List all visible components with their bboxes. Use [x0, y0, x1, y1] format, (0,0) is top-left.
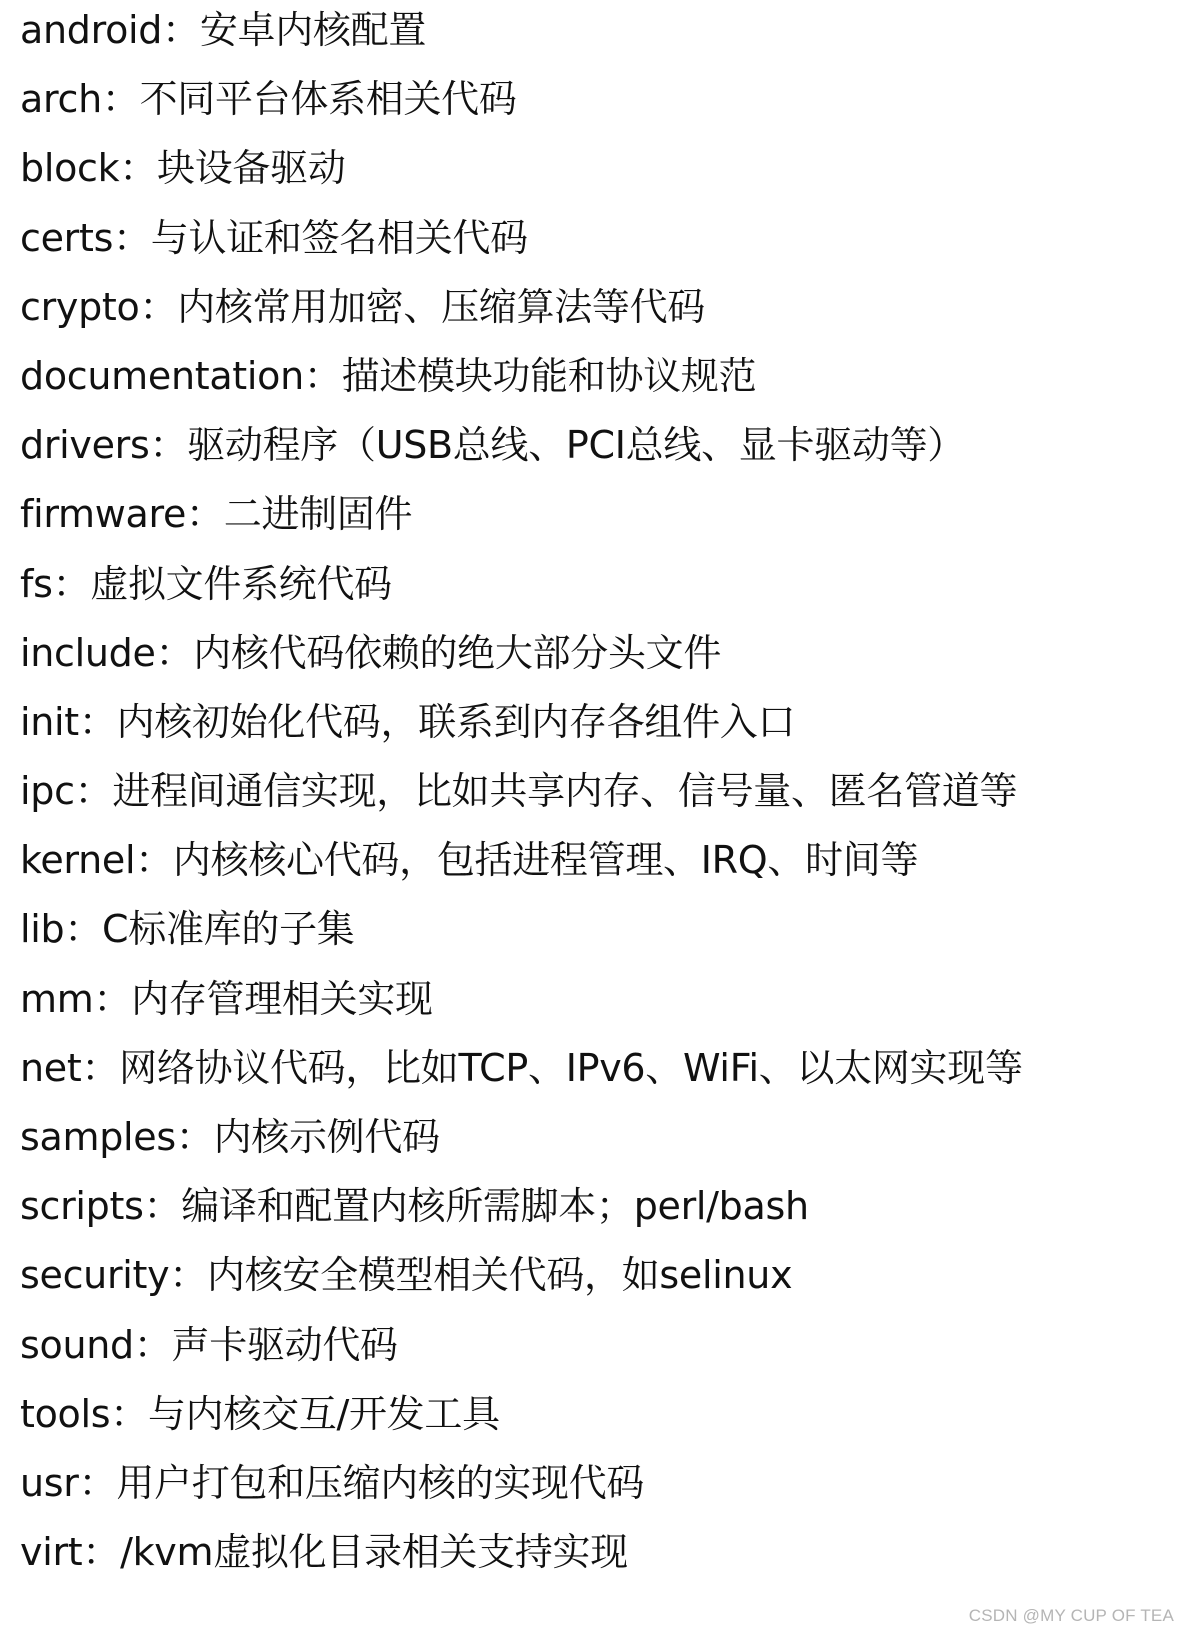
dir-description: 内核代码依赖的绝大部分头文件 — [193, 630, 722, 675]
list-item — [20, 488, 1180, 557]
dir-name: fs — [20, 561, 53, 606]
list-item — [20, 281, 1180, 350]
separator: ： — [110, 1391, 148, 1436]
dir-name: init — [20, 699, 79, 744]
list-item — [20, 1249, 1180, 1318]
dir-name: lib — [20, 907, 65, 952]
dir-name: kernel — [20, 838, 136, 883]
dir-name: virt — [20, 1530, 83, 1575]
dir-description: 用户打包和压缩内核的实现代码 — [116, 1460, 645, 1505]
dir-description: 驱动程序（USB总线、PCI总线、显卡驱动等） — [187, 423, 965, 468]
list-item — [20, 1180, 1180, 1249]
separator: ： — [101, 77, 140, 122]
separator: ： — [186, 492, 224, 537]
list-item — [20, 1457, 1180, 1526]
list-item — [20, 4, 1180, 73]
separator: ： — [135, 838, 173, 883]
list-item — [20, 419, 1180, 488]
dir-name: block — [20, 146, 120, 191]
dir-description: 内核安全模型相关代码，如selinux — [207, 1253, 793, 1298]
list-item — [20, 1388, 1180, 1457]
separator: ： — [133, 1322, 172, 1367]
list-item — [20, 903, 1180, 972]
dir-name: certs — [20, 215, 114, 260]
dir-description: 与认证和签名相关代码 — [150, 215, 528, 260]
dir-name: firmware — [20, 492, 187, 537]
separator: ： — [74, 769, 113, 814]
list-item — [20, 973, 1180, 1042]
dir-description: C标准库的子集 — [102, 907, 355, 952]
dir-name: crypto — [20, 284, 140, 329]
dir-description: 内核常用加密、压缩算法等代码 — [177, 284, 705, 329]
separator: ： — [113, 215, 151, 260]
list-item — [20, 350, 1180, 419]
list-item — [20, 1526, 1180, 1595]
dir-name: sound — [20, 1322, 134, 1367]
list-item — [20, 558, 1180, 627]
list-item — [20, 1319, 1180, 1388]
dir-description: 编译和配置内核所需脚本；perl/bash — [181, 1184, 809, 1229]
dir-name: security — [20, 1253, 170, 1298]
separator: ： — [52, 561, 91, 606]
dir-name: scripts — [20, 1184, 144, 1229]
directory-list — [20, 4, 1180, 1595]
separator: ： — [78, 699, 117, 744]
dir-description: 内核核心代码，包括进程管理、IRQ、时间等 — [172, 838, 919, 883]
separator: ： — [64, 907, 103, 952]
separator: ： — [162, 8, 200, 52]
dir-description: 不同平台体系相关代码 — [139, 77, 517, 122]
dir-description: 安卓内核配置 — [199, 8, 427, 52]
separator: ： — [82, 1530, 121, 1575]
separator: ： — [78, 1460, 117, 1505]
dir-name: documentation — [20, 353, 304, 398]
dir-description: 内核示例代码 — [213, 1115, 440, 1159]
dir-description: 块设备驱动 — [157, 146, 346, 191]
dir-description: 进程间通信实现，比如共享内存、信号量、匿名管道等 — [112, 769, 1018, 814]
dir-name: tools — [20, 1391, 111, 1436]
separator: ： — [175, 1115, 214, 1159]
dir-name: drivers — [20, 423, 150, 468]
list-item — [20, 696, 1180, 765]
list-item — [20, 142, 1180, 211]
separator: ： — [149, 423, 188, 468]
dir-description: 二进制固件 — [223, 492, 413, 537]
list-item — [20, 765, 1180, 834]
separator: ： — [155, 630, 194, 675]
dir-description: /kvm虚拟化目录相关支持实现 — [120, 1530, 628, 1575]
dir-description: 虚拟文件系统代码 — [90, 561, 392, 606]
dir-name: include — [20, 630, 156, 675]
list-item — [20, 1111, 1180, 1180]
separator: ： — [81, 1045, 120, 1090]
watermark: CSDN @MY CUP OF TEA — [968, 1606, 1174, 1625]
dir-name: android — [20, 8, 163, 52]
list-item — [20, 73, 1180, 142]
dir-description: 内核初始化代码，联系到内存各组件入口 — [116, 699, 796, 744]
separator: ： — [139, 284, 178, 329]
separator: ： — [143, 1184, 182, 1229]
dir-name: mm — [20, 976, 94, 1021]
dir-name: ipc — [20, 769, 75, 814]
separator: ： — [303, 353, 342, 398]
list-item — [20, 212, 1180, 281]
list-item — [20, 627, 1180, 696]
dir-name: net — [20, 1045, 82, 1090]
dir-description: 网络协议代码，比如TCP、IPv6、WiFi、以太网实现等 — [119, 1045, 1023, 1090]
separator: ： — [93, 976, 132, 1021]
separator: ： — [119, 146, 158, 191]
dir-description: 描述模块功能和协议规范 — [341, 353, 757, 398]
list-item — [20, 834, 1180, 903]
dir-description: 内存管理相关实现 — [131, 976, 433, 1021]
list-item — [20, 1042, 1180, 1111]
separator: ： — [169, 1253, 208, 1298]
dir-description: 与内核交互/开发工具 — [147, 1391, 500, 1436]
dir-description: 声卡驱动代码 — [171, 1322, 398, 1367]
dir-name: arch — [20, 77, 102, 122]
dir-name: usr — [20, 1460, 79, 1505]
dir-name: samples — [20, 1115, 176, 1159]
